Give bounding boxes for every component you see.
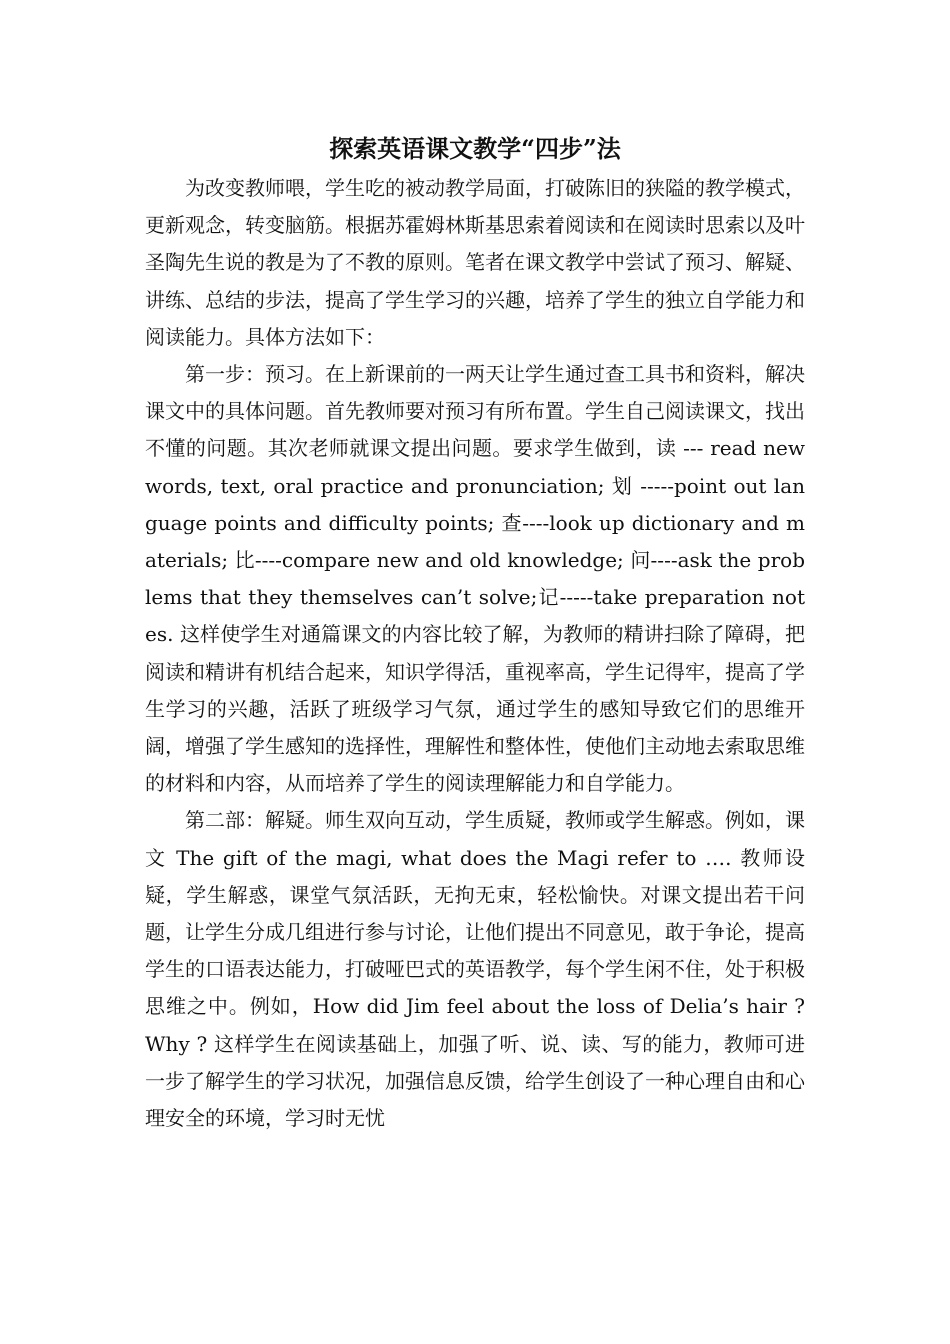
paragraph-step-two: 第二部：解疑。师生双向互动，学生质疑，教师或学生解惑。例如，课文 The gift of the magi, what does the Magi refer to …. 教师设疑，学生解惑，课堂气氛活跃，无拘无束，轻松愉快。对课文提出若干问题，让学生分成几组进行参与讨论，让他们提出不同意见，敢于争论，提高学生的口语表达能力，打破哑巴式的英语教学，每个学生闲不住，处于积极思维之中。例如，How did Jim feel about the loss of Delia’s hair ? Why ? 这样学生在阅读基础上，加强了听、说、读、写的能力，教师可进一步了解学生的学习状况，加强信息反馈，给学生创设了一种心理自由和心理安全的环境，学习时无忧 [145, 808, 805, 1131]
paragraph-step-one: 第一步：预习。在上新课前的一两天让学生通过查工具书和资料，解决课文中的具体问题。首先教师要对预习有所布置。学生自己阅读课文，找出不懂的问题。其次老师就课文提出问题。要求学生做到，读 --- read new words, text, oral practice and pronunciation; 划 -----point out language points and difficulty points; 查----look up dictionary and materials; 比----compare new and old knowledge; 问----ask the problems that they themselves can’t solve;记-----take preparation notes. 这样使学生对通篇课文的内容比较了解，为教师的精讲扫除了障碍，把阅读和精讲有机结合起来，知识学得活，重视率高，学生记得牢，提高了学生学习的兴趣，活跃了班级学习气氛，通过学生的感知导致它们的思维开阔，增强了学生感知的选择性，理解性和整体性，使他们主动地去索取思维的材料和内容，从而培养了学生的阅读理解能力和自学能力。 [145, 362, 805, 796]
document-title: 探索英语课文教学“四步”法 [329, 134, 621, 163]
paragraph-intro: 为改变教师喂，学生吃的被动教学局面，打破陈旧的狭隘的教学模式，更新观念，转变脑筋。根据苏霍姆林斯基思索着阅读和在阅读时思索以及叶圣陶先生说的教是为了不教的原则。笔者在课文教学中尝试了预习、解疑、讲练、总结的步法，提高了学生学习的兴趣，培养了学生的独立自学能力和阅读能力。具体方法如下： [145, 176, 805, 349]
document-body [145, 170, 805, 1137]
